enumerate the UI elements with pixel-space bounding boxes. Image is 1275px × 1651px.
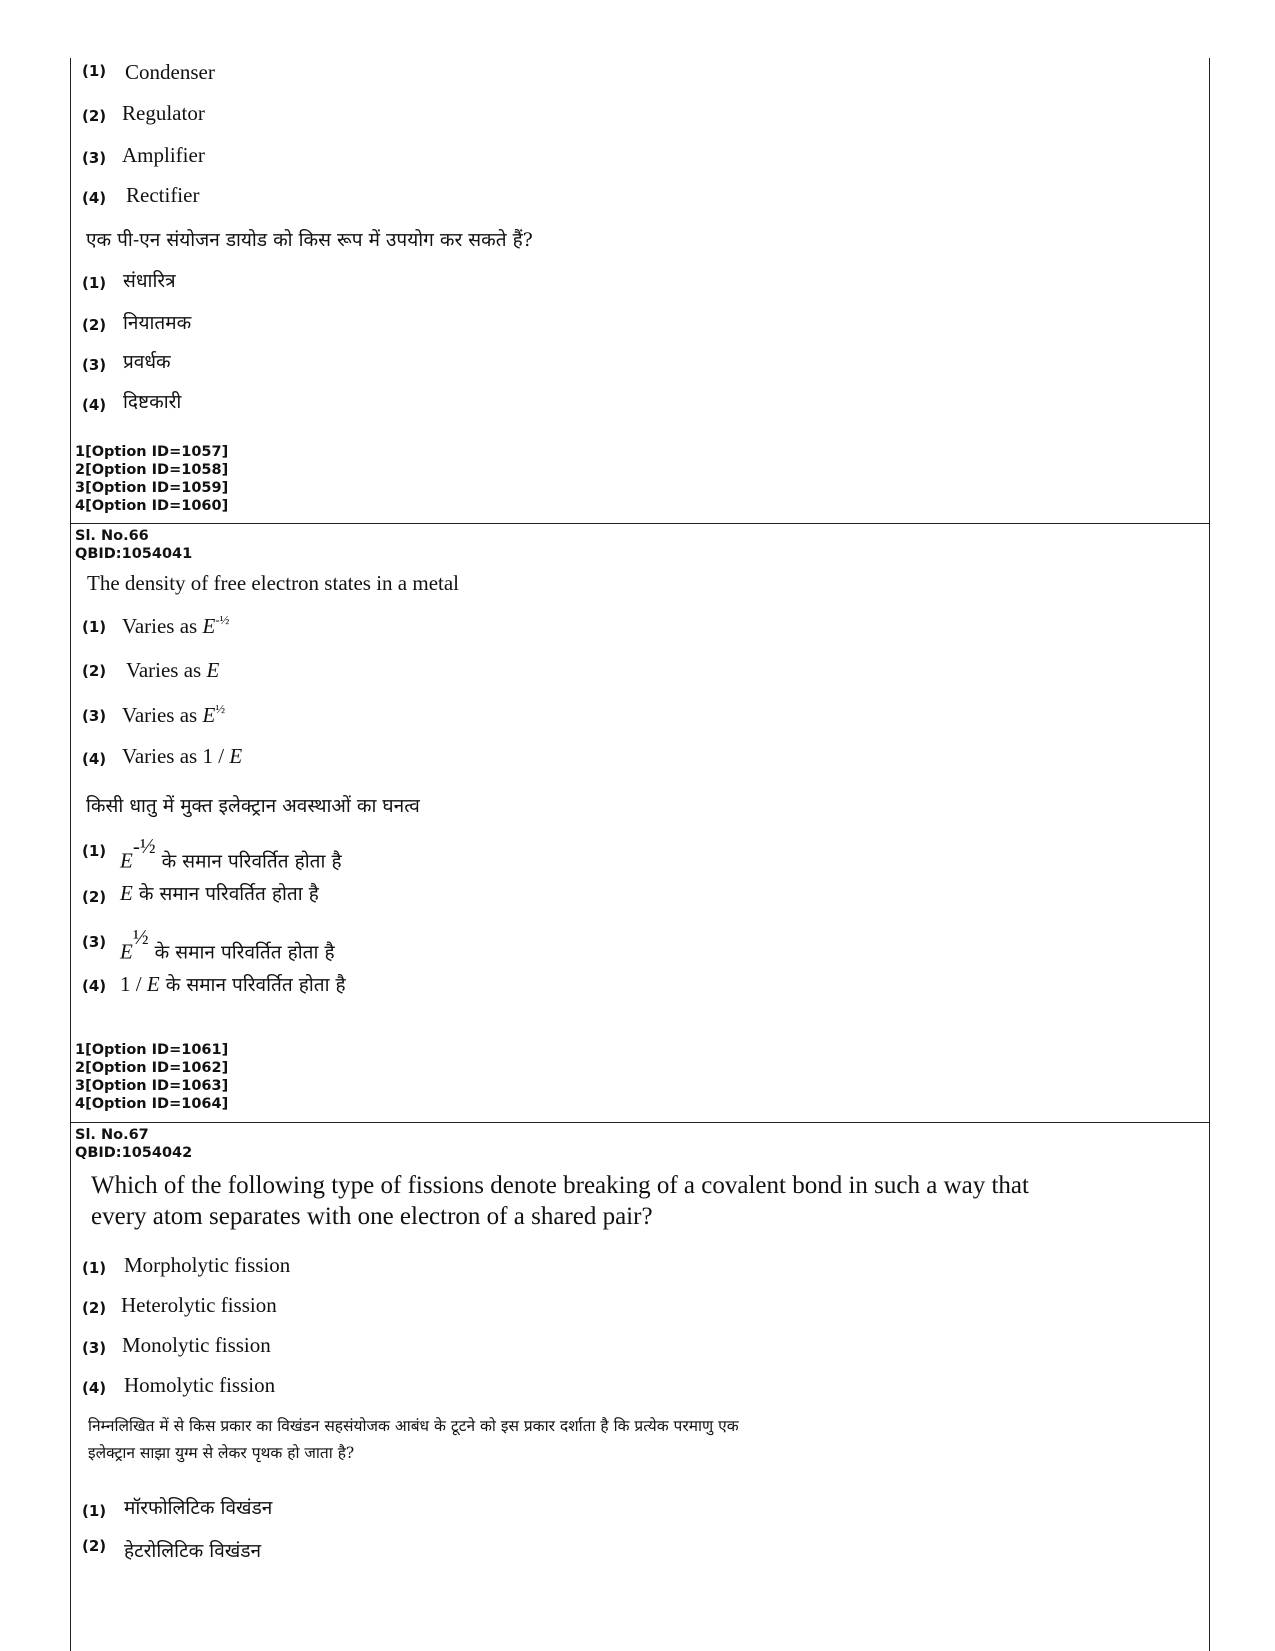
option-text: Regulator	[122, 101, 205, 125]
serial-number: Sl. No.66	[75, 528, 149, 544]
option-number: (4)	[82, 189, 107, 207]
frame-block-prev	[70, 58, 1210, 524]
option-number: (1)	[82, 618, 107, 636]
option-text-hindi: 1 / E के समान परिवर्तित होता है	[120, 972, 346, 996]
option-text: Rectifier	[126, 183, 200, 207]
option-id: 2[Option ID=1062]	[75, 1060, 229, 1076]
option-number: (1)	[82, 842, 107, 860]
qbid: QBID:1054041	[75, 546, 193, 562]
serial-number: Sl. No.67	[75, 1127, 149, 1143]
option-number: (2)	[82, 888, 107, 906]
option-text-hindi: संधारित्र	[123, 270, 176, 292]
option-text-hindi: E के समान परिवर्तित होता है	[120, 881, 319, 905]
option-text-hindi: $E^{\frac{1}{2}}$ के समान परिवर्तित होता है	[120, 925, 335, 964]
option-number: (1)	[82, 1259, 107, 1277]
option-id: 1[Option ID=1061]	[75, 1042, 229, 1058]
option-id: 1[Option ID=1057]	[75, 444, 229, 460]
option-text-hindi: मॉरफोलिटिक विखंडन	[124, 1497, 273, 1519]
option-text: Varies as 1 / E	[122, 744, 243, 768]
option-id: 2[Option ID=1058]	[75, 462, 229, 478]
option-number: (3)	[82, 356, 107, 374]
option-number: (2)	[82, 1299, 107, 1317]
option-number: (2)	[82, 662, 107, 680]
option-number: (3)	[82, 707, 107, 725]
question-header	[75, 527, 192, 563]
option-text: Condenser	[125, 60, 215, 84]
option-text: Varies as $E^{-\frac{1}{2}}$	[122, 612, 230, 639]
option-number: (3)	[82, 933, 107, 951]
option-number: (3)	[82, 1339, 107, 1357]
option-text-hindi: नियातमक	[123, 312, 192, 334]
question-text-hindi: एक पी-एन संयोजन डायोड को किस रूप में उपयोग कर सकते हैं?	[86, 229, 533, 251]
option-number: (4)	[82, 1379, 107, 1397]
option-number: (4)	[82, 750, 107, 768]
option-text-hindi: दिष्टकारी	[123, 391, 182, 413]
option-text: Amplifier	[122, 143, 205, 167]
option-number: (2)	[82, 1537, 107, 1555]
option-text-hindi: $E^{-\frac{1}{2}}$ के समान परिवर्तित होता है	[120, 834, 342, 873]
option-number: (4)	[82, 977, 107, 995]
option-id: 4[Option ID=1064]	[75, 1096, 229, 1112]
question-text-hindi: किसी धातु में मुक्त इलेक्ट्रान अवस्थाओं का घनत्व	[86, 795, 420, 817]
option-id-list	[75, 1041, 228, 1113]
option-number: (1)	[82, 62, 107, 80]
option-text: Heterolytic fission	[121, 1293, 277, 1317]
option-text: Monolytic fission	[122, 1333, 271, 1357]
option-text: Homolytic fission	[124, 1373, 276, 1397]
question-header	[75, 1126, 192, 1162]
option-text-hindi: प्रवर्धक	[123, 351, 171, 373]
question-text: Which of the following type of fissions denote breaking of a covalent bond in such a way that every atom separates with one electron of a shared pair?	[91, 1172, 1029, 1230]
option-id: 4[Option ID=1060]	[75, 498, 229, 514]
option-number: (1)	[82, 274, 107, 292]
option-id-list	[75, 443, 228, 515]
option-text: Varies as $E^{\frac{1}{2}}$	[122, 701, 226, 728]
option-text-hindi: हेटरोलिटिक विखंडन	[124, 1540, 262, 1562]
option-number: (2)	[82, 316, 107, 334]
option-id: 3[Option ID=1063]	[75, 1078, 229, 1094]
qbid: QBID:1054042	[75, 1145, 193, 1161]
option-id: 3[Option ID=1059]	[75, 480, 229, 496]
option-text: Morpholytic fission	[124, 1253, 291, 1277]
frame-block-66	[70, 524, 1210, 1123]
question-text-hindi: निम्नलिखित में से किस प्रकार का विखंडन सहसंयोजक आबंध के टूटने को इस प्रकार दर्शाता है कि प्रत्येक परमाणु एक इलेक्ट्रान साझा युग्म से लेकर पृथक हो जाता है?	[88, 1417, 739, 1462]
option-number: (4)	[82, 396, 107, 414]
option-number: (3)	[82, 149, 107, 167]
option-number: (1)	[82, 1502, 107, 1520]
question-text: The density of free electron states in a metal	[87, 571, 460, 595]
option-text: Varies as E	[126, 658, 220, 683]
option-number: (2)	[82, 107, 107, 125]
